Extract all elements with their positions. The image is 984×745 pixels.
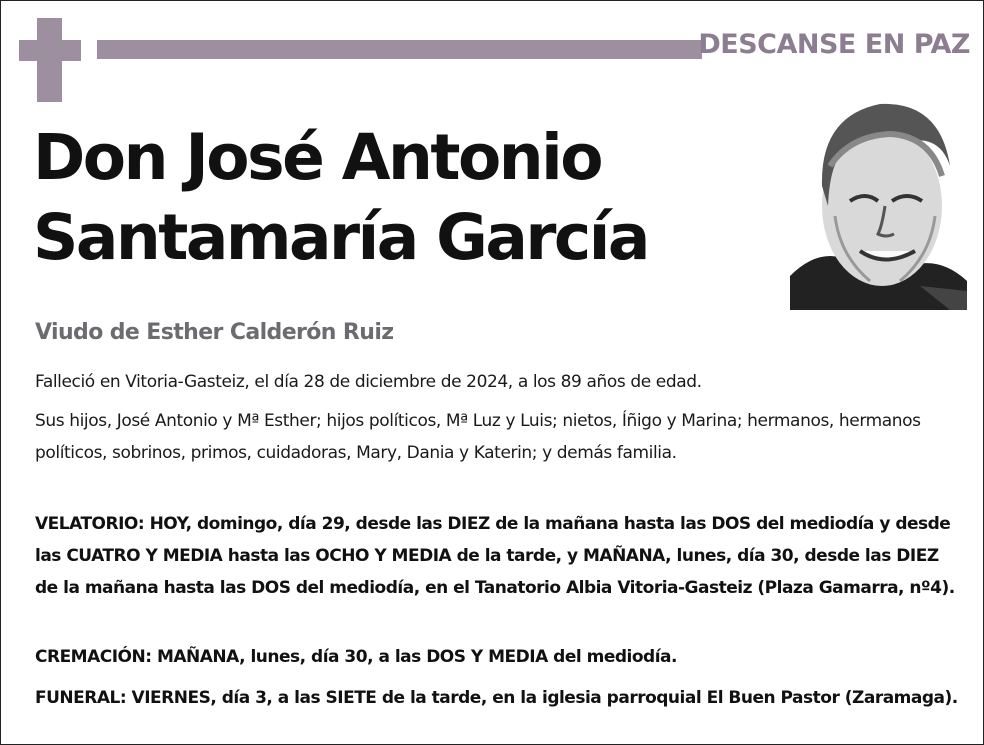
death-notice-text: Falleció en Vitoria-Gasteiz, el día 28 de diciembre de 2024, a los 89 años de edad. (35, 372, 702, 392)
deceased-name-line2: Santamaría García (33, 201, 648, 274)
deceased-name (33, 118, 773, 278)
cross-horizontal-beam (19, 40, 81, 61)
header-label: DESCANSE EN PAZ (698, 29, 970, 60)
cremacion-text: CREMACIÓN: MAÑANA, lunes, día 30, a las DOS Y MEDIA del mediodía. (35, 647, 677, 667)
deceased-name-line1: Don José Antonio (33, 121, 601, 194)
subtitle-widow-of: Viudo de Esther Calderón Ruiz (35, 320, 394, 345)
deceased-photo (790, 96, 967, 310)
header-divider-bar (97, 40, 702, 59)
family-text: Sus hijos, José Antonio y Mª Esther; hijos políticos, Mª Luz y Luis; nietos, Íñigo y Marina; hermanos, hermanos políticos, sobrinos, primos, cuidadoras, Mary, Dania y Katerin; y demás familia. (35, 411, 921, 463)
velatorio-text: VELATORIO: HOY, domingo, día 29, desde las DIEZ de la mañana hasta las DOS del mediodía y desde las CUATRO Y MEDIA hasta las OCHO Y MEDIA de la tarde, y MAÑANA, lunes, día 30, desde las DIEZ de la mañana hasta las DOS del mediodía, en el Tanatorio Albia Vitoria-Gasteiz (Plaza Gamarra, nº4). (35, 514, 955, 598)
portrait-image (790, 96, 967, 310)
funeral-text: FUNERAL: VIERNES, día 3, a las SIETE de la tarde, en la iglesia parroquial El Buen Pastor (Zaramaga). (35, 688, 958, 708)
